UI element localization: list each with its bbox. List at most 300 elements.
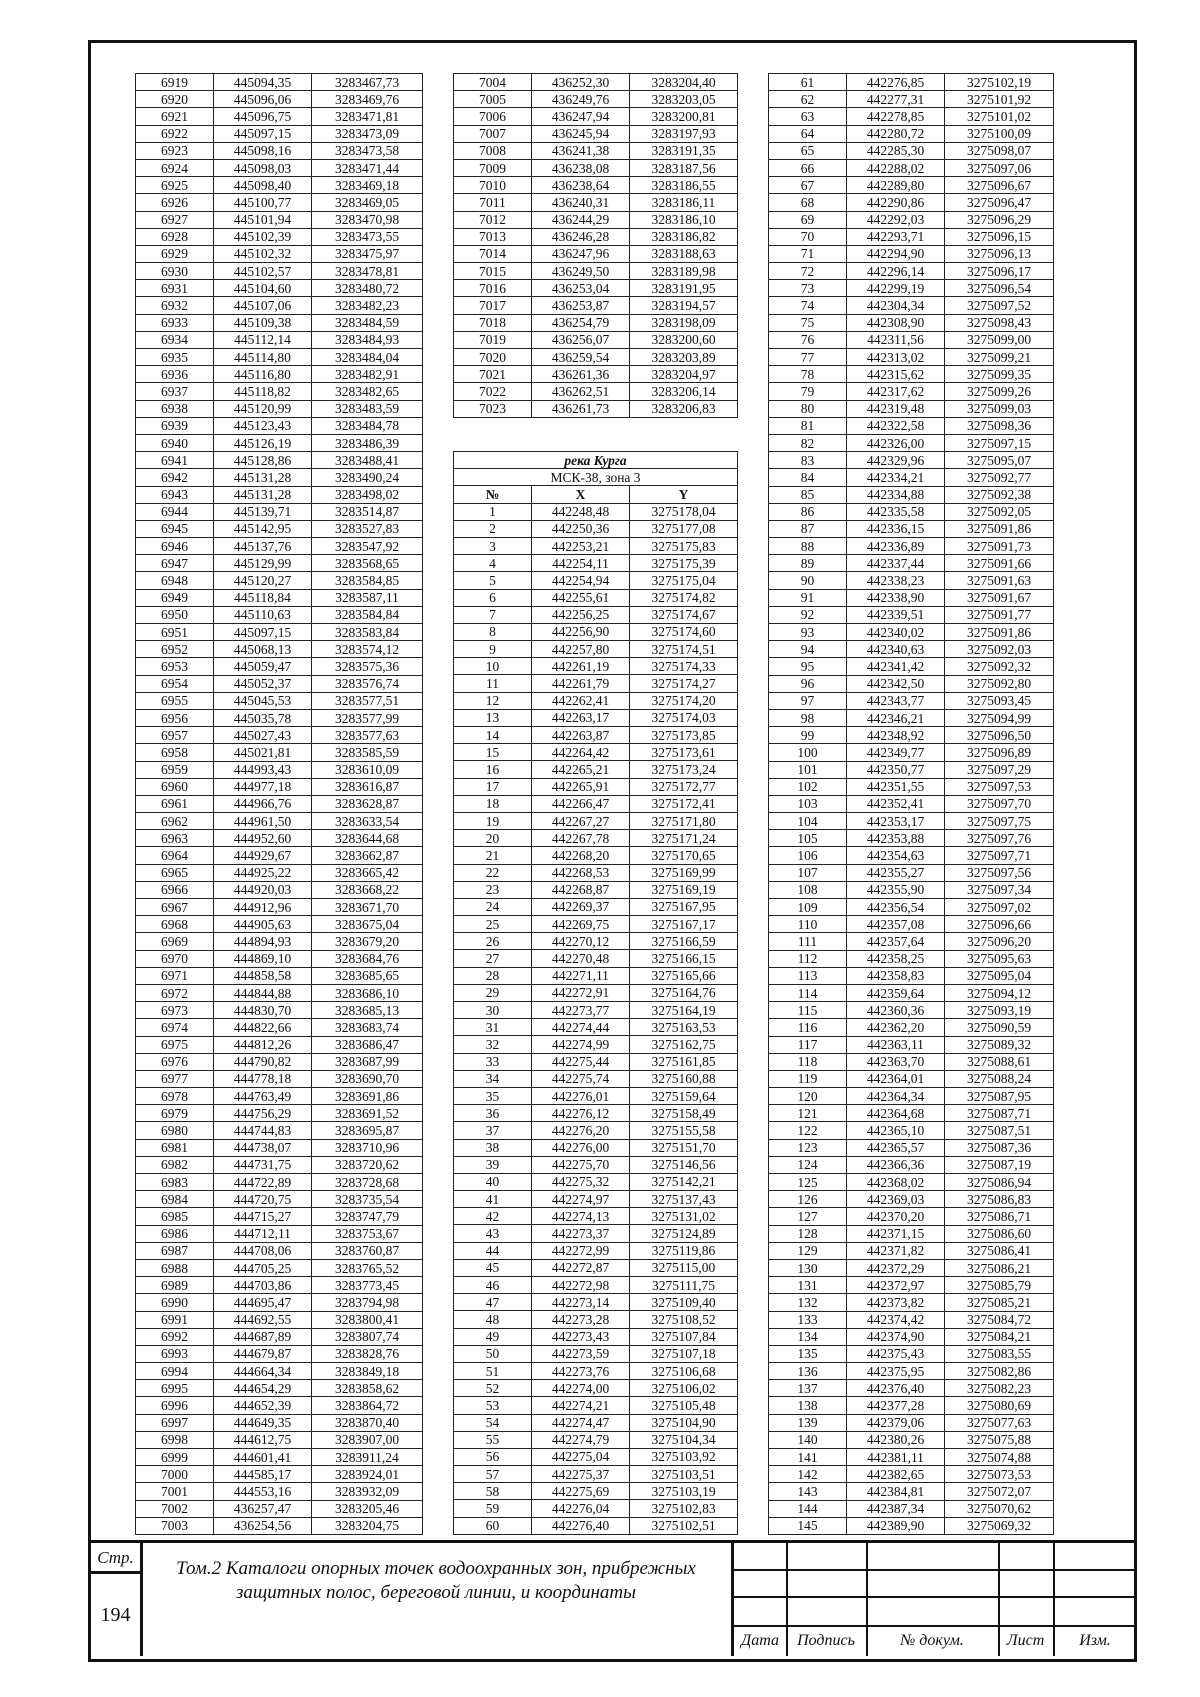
point-number: 58 [454, 1483, 532, 1500]
table-row [454, 1431, 738, 1448]
table-row [769, 1019, 1054, 1036]
table-row [769, 984, 1054, 1001]
coord-y: 3275092,80 [945, 675, 1054, 692]
header-y: Y [630, 486, 738, 503]
table-row [454, 950, 738, 967]
table-row [136, 349, 423, 366]
point-number: 7018 [454, 314, 532, 331]
point-number: 33 [454, 1053, 532, 1070]
coord-x: 442250,36 [532, 520, 630, 537]
coord-y: 3275173,61 [630, 744, 738, 761]
table-row [454, 967, 738, 984]
table-row [136, 1122, 423, 1139]
point-number: 72 [769, 263, 847, 280]
coord-y: 3275106,02 [630, 1380, 738, 1397]
coord-x: 442360,36 [847, 1002, 945, 1019]
point-number: 6992 [136, 1328, 214, 1345]
coord-x: 445097,15 [214, 125, 312, 142]
table-row [454, 125, 738, 142]
table-row [454, 194, 738, 211]
point-number: 71 [769, 245, 847, 262]
point-number: 6928 [136, 228, 214, 245]
table-row [136, 1105, 423, 1122]
table-row [454, 1173, 738, 1190]
table-row [769, 899, 1054, 916]
point-number: 65 [769, 142, 847, 159]
table-row [454, 1328, 738, 1345]
coord-y: 3275091,86 [945, 624, 1054, 641]
coord-y: 3275099,21 [945, 349, 1054, 366]
coord-x: 442374,42 [847, 1311, 945, 1328]
coord-x: 436252,30 [532, 74, 630, 91]
table-row [136, 1380, 423, 1397]
coord-y: 3283568,65 [312, 555, 423, 572]
point-number: 6967 [136, 899, 214, 916]
table-row [136, 469, 423, 486]
table-row [136, 1208, 423, 1225]
point-number: 80 [769, 400, 847, 417]
coord-x: 444952,60 [214, 830, 312, 847]
coord-y: 3275087,71 [945, 1105, 1054, 1122]
table-row [769, 1122, 1054, 1139]
table-row [454, 881, 738, 898]
coord-x: 442267,27 [532, 812, 630, 829]
coord-y: 3283577,99 [312, 709, 423, 726]
table-row [136, 606, 423, 623]
point-number: 7019 [454, 331, 532, 348]
coord-x: 442268,53 [532, 864, 630, 881]
coord-y: 3275097,29 [945, 761, 1054, 778]
coord-x: 444961,50 [214, 813, 312, 830]
coord-x: 442271,11 [532, 967, 630, 984]
point-number: 6958 [136, 744, 214, 761]
table-row [454, 400, 738, 417]
coord-y: 3275096,47 [945, 194, 1054, 211]
coord-y: 3283753,67 [312, 1225, 423, 1242]
point-number: 125 [769, 1174, 847, 1191]
point-number: 6929 [136, 245, 214, 262]
table-row [136, 142, 423, 159]
point-number: 73 [769, 280, 847, 297]
coord-x: 442339,51 [847, 606, 945, 623]
coord-y: 3283187,56 [630, 159, 738, 176]
table-row [136, 108, 423, 125]
coord-x: 442294,90 [847, 245, 945, 262]
point-number: 114 [769, 984, 847, 1001]
coord-x: 445137,76 [214, 538, 312, 555]
coord-x: 442382,65 [847, 1466, 945, 1483]
coord-y: 3283720,62 [312, 1156, 423, 1173]
point-number: 128 [769, 1225, 847, 1242]
coord-y: 3275174,51 [630, 641, 738, 658]
coord-x: 436257,47 [214, 1500, 312, 1517]
coord-y: 3283616,87 [312, 778, 423, 795]
point-number: 6920 [136, 91, 214, 108]
table-row [136, 899, 423, 916]
coord-x: 442364,34 [847, 1088, 945, 1105]
table-row [136, 624, 423, 641]
coord-x: 442272,87 [532, 1259, 630, 1276]
coord-x: 442285,30 [847, 142, 945, 159]
coord-x: 442353,88 [847, 830, 945, 847]
coord-x: 442292,03 [847, 211, 945, 228]
point-number: 76 [769, 331, 847, 348]
table-row [136, 159, 423, 176]
coord-x: 436259,54 [532, 349, 630, 366]
coord-x: 444763,49 [214, 1088, 312, 1105]
coord-y: 3275087,36 [945, 1139, 1054, 1156]
coord-x: 442274,97 [532, 1191, 630, 1208]
coord-x: 442289,80 [847, 177, 945, 194]
table-row [454, 761, 738, 778]
point-number: 94 [769, 641, 847, 658]
coord-x: 442272,99 [532, 1242, 630, 1259]
point-number: 67 [769, 177, 847, 194]
coord-y: 3283686,10 [312, 984, 423, 1001]
point-number: 6924 [136, 159, 214, 176]
table-row [136, 383, 423, 400]
coord-y: 3283675,04 [312, 916, 423, 933]
point-number: 116 [769, 1019, 847, 1036]
coord-x: 442275,70 [532, 1156, 630, 1173]
point-number: 30 [454, 1002, 532, 1019]
coord-y: 3283482,91 [312, 366, 423, 383]
coord-x: 445045,53 [214, 692, 312, 709]
coord-y: 3275106,68 [630, 1362, 738, 1379]
coord-x: 442326,00 [847, 434, 945, 451]
coord-y: 3275124,89 [630, 1225, 738, 1242]
coord-y: 3275082,23 [945, 1380, 1054, 1397]
coord-x: 442357,08 [847, 916, 945, 933]
coord-y: 3283828,76 [312, 1345, 423, 1362]
coord-x: 444830,70 [214, 1002, 312, 1019]
table-row [136, 228, 423, 245]
point-number: 6998 [136, 1431, 214, 1448]
table-row [136, 1053, 423, 1070]
point-number: 6960 [136, 778, 214, 795]
point-number: 45 [454, 1259, 532, 1276]
table-row [769, 400, 1054, 417]
coord-y: 3283610,09 [312, 761, 423, 778]
kurga-river-table [453, 451, 738, 1535]
coord-x: 442334,88 [847, 486, 945, 503]
coord-y: 3283189,98 [630, 263, 738, 280]
point-number: 6995 [136, 1380, 214, 1397]
table-row [454, 503, 738, 520]
table-row [136, 331, 423, 348]
coord-x: 442262,41 [532, 692, 630, 709]
point-number: 6961 [136, 795, 214, 812]
point-number: 122 [769, 1122, 847, 1139]
point-number: 6949 [136, 589, 214, 606]
coord-x: 445131,28 [214, 486, 312, 503]
table-row [454, 1122, 738, 1139]
point-number: 130 [769, 1259, 847, 1276]
table-row [769, 331, 1054, 348]
point-number: 135 [769, 1345, 847, 1362]
coord-x: 442350,77 [847, 761, 945, 778]
point-number: 5 [454, 572, 532, 589]
point-number: 6983 [136, 1174, 214, 1191]
table-row [136, 263, 423, 280]
coord-x: 444687,89 [214, 1328, 312, 1345]
point-number: 136 [769, 1363, 847, 1380]
point-number: 38 [454, 1139, 532, 1156]
table-row [769, 692, 1054, 709]
table-row [769, 1466, 1054, 1483]
coord-y: 3275087,95 [945, 1088, 1054, 1105]
table-row [454, 623, 738, 640]
point-number: 74 [769, 297, 847, 314]
table-row [454, 1156, 738, 1173]
coord-x: 442348,92 [847, 727, 945, 744]
coord-x: 442272,98 [532, 1277, 630, 1294]
coord-x: 445120,99 [214, 400, 312, 417]
point-number: 106 [769, 847, 847, 864]
table-row [454, 1414, 738, 1431]
coord-x: 436253,87 [532, 297, 630, 314]
table-row [769, 1259, 1054, 1276]
coord-x: 442275,32 [532, 1173, 630, 1190]
point-number: 87 [769, 520, 847, 537]
point-number: 84 [769, 469, 847, 486]
table-row [454, 314, 738, 331]
table-row [136, 1070, 423, 1087]
point-number: 140 [769, 1431, 847, 1448]
coord-x: 442299,19 [847, 280, 945, 297]
table-row [136, 1483, 423, 1500]
table-row [136, 74, 423, 91]
point-number: 134 [769, 1328, 847, 1345]
point-number: 100 [769, 744, 847, 761]
coord-x: 444812,26 [214, 1036, 312, 1053]
table-row [769, 1397, 1054, 1414]
coord-x: 442342,50 [847, 675, 945, 692]
table-row [454, 709, 738, 726]
table-row [136, 709, 423, 726]
table-row [769, 125, 1054, 142]
coord-y: 3283583,84 [312, 624, 423, 641]
coord-x: 445142,95 [214, 520, 312, 537]
coord-y: 3283584,85 [312, 572, 423, 589]
point-number: 11 [454, 675, 532, 692]
coord-y: 3283514,87 [312, 503, 423, 520]
point-number: 39 [454, 1156, 532, 1173]
coord-y: 3275100,09 [945, 125, 1054, 142]
coord-x: 442272,91 [532, 984, 630, 1001]
coord-x: 442355,27 [847, 864, 945, 881]
table-row [769, 1363, 1054, 1380]
table-row [769, 280, 1054, 297]
coord-y: 3283747,79 [312, 1208, 423, 1225]
coord-x: 442270,48 [532, 950, 630, 967]
coord-y: 3275085,79 [945, 1277, 1054, 1294]
point-number: 10 [454, 658, 532, 675]
table-row [136, 658, 423, 675]
point-number: 121 [769, 1105, 847, 1122]
table-row [769, 813, 1054, 830]
point-number: 68 [769, 194, 847, 211]
point-number: 6959 [136, 761, 214, 778]
coord-y: 3275174,60 [630, 623, 738, 640]
point-number: 123 [769, 1139, 847, 1156]
point-number: 6 [454, 589, 532, 606]
table-row [136, 314, 423, 331]
table-row [769, 1225, 1054, 1242]
point-number: 6936 [136, 366, 214, 383]
point-number: 104 [769, 813, 847, 830]
point-number: 60 [454, 1517, 532, 1534]
coord-y: 3275093,19 [945, 1002, 1054, 1019]
coord-x: 442384,81 [847, 1483, 945, 1500]
coord-y: 3275086,60 [945, 1225, 1054, 1242]
coord-y: 3283188,63 [630, 245, 738, 262]
coord-y: 3275097,71 [945, 847, 1054, 864]
coord-y: 3275077,63 [945, 1414, 1054, 1431]
coord-x: 445114,80 [214, 349, 312, 366]
coord-x: 442267,78 [532, 830, 630, 847]
coord-y: 3283486,39 [312, 434, 423, 451]
coord-x: 442275,37 [532, 1466, 630, 1483]
table-row [136, 847, 423, 864]
point-number: 6951 [136, 624, 214, 641]
coord-x: 442261,79 [532, 675, 630, 692]
table-row [136, 520, 423, 537]
table-row [454, 297, 738, 314]
coord-y: 3275091,77 [945, 606, 1054, 623]
point-number: 141 [769, 1449, 847, 1466]
coord-y: 3283671,70 [312, 899, 423, 916]
table-row [769, 366, 1054, 383]
point-number: 6965 [136, 864, 214, 881]
coord-y: 3275096,20 [945, 933, 1054, 950]
point-number: 124 [769, 1156, 847, 1173]
coord-x: 444654,29 [214, 1380, 312, 1397]
coord-x: 442268,20 [532, 847, 630, 864]
coord-y: 3275160,88 [630, 1070, 738, 1087]
coord-x: 442273,28 [532, 1311, 630, 1328]
coord-x: 436240,31 [532, 194, 630, 211]
coord-x: 444703,86 [214, 1277, 312, 1294]
coord-y: 3283686,47 [312, 1036, 423, 1053]
coord-x: 442263,87 [532, 727, 630, 744]
coord-x: 442315,62 [847, 366, 945, 383]
point-number: 29 [454, 984, 532, 1001]
table-row [769, 1414, 1054, 1431]
table-row [454, 537, 738, 554]
table-row [769, 1311, 1054, 1328]
table-row [769, 349, 1054, 366]
table-row [454, 589, 738, 606]
point-number: 6970 [136, 950, 214, 967]
coord-y: 3275092,38 [945, 486, 1054, 503]
coord-y: 3275086,83 [945, 1191, 1054, 1208]
coord-x: 442275,69 [532, 1483, 630, 1500]
table-row [454, 572, 738, 589]
point-number: 117 [769, 1036, 847, 1053]
coord-x: 442276,00 [532, 1139, 630, 1156]
coord-y: 3275097,75 [945, 813, 1054, 830]
coord-x: 442276,12 [532, 1105, 630, 1122]
table-row [769, 572, 1054, 589]
table-row [769, 108, 1054, 125]
coord-x: 444695,47 [214, 1294, 312, 1311]
table-row [454, 520, 738, 537]
coord-x: 444722,89 [214, 1174, 312, 1191]
point-number: 95 [769, 658, 847, 675]
coord-y: 3275095,63 [945, 950, 1054, 967]
coord-y: 3275099,00 [945, 331, 1054, 348]
coord-x: 442375,95 [847, 1363, 945, 1380]
coord-x: 445101,94 [214, 211, 312, 228]
coord-y: 3283587,11 [312, 589, 423, 606]
catalog-content [91, 43, 1134, 1623]
coord-x: 442364,68 [847, 1105, 945, 1122]
coord-x: 445096,75 [214, 108, 312, 125]
coord-y: 3275151,70 [630, 1139, 738, 1156]
point-number: 1 [454, 503, 532, 520]
table-row [136, 555, 423, 572]
point-number: 6977 [136, 1070, 214, 1087]
coord-y: 3275172,41 [630, 795, 738, 812]
table-row [454, 1259, 738, 1276]
coord-y: 3283773,45 [312, 1277, 423, 1294]
point-number: 4 [454, 555, 532, 572]
coord-y: 3283471,44 [312, 159, 423, 176]
coord-y: 3283205,46 [312, 1500, 423, 1517]
point-number: 102 [769, 778, 847, 795]
point-number: 6930 [136, 263, 214, 280]
coord-x: 444612,75 [214, 1431, 312, 1448]
point-number: 64 [769, 125, 847, 142]
table-row [769, 1070, 1054, 1087]
coord-y: 3283849,18 [312, 1363, 423, 1380]
table-row [136, 538, 423, 555]
point-number: 6955 [136, 692, 214, 709]
coordinates-table-1 [135, 73, 423, 1535]
table-row [136, 434, 423, 451]
coord-x: 442387,34 [847, 1500, 945, 1517]
coord-y: 3283584,84 [312, 606, 423, 623]
point-number: 97 [769, 692, 847, 709]
table-row [136, 400, 423, 417]
point-number: 89 [769, 555, 847, 572]
point-number: 6931 [136, 280, 214, 297]
point-number: 6942 [136, 469, 214, 486]
coord-x: 442365,10 [847, 1122, 945, 1139]
coord-x: 444920,03 [214, 881, 312, 898]
coord-y: 3283467,73 [312, 74, 423, 91]
coord-x: 442273,43 [532, 1328, 630, 1345]
table-row [454, 812, 738, 829]
coord-y: 3275115,00 [630, 1259, 738, 1276]
table-row [769, 228, 1054, 245]
table-row [454, 1362, 738, 1379]
coord-y: 3283691,52 [312, 1105, 423, 1122]
table-row [454, 692, 738, 709]
coord-x: 436246,28 [532, 228, 630, 245]
coord-x: 442353,17 [847, 813, 945, 830]
table-row [769, 1500, 1054, 1517]
point-number: 77 [769, 349, 847, 366]
coord-x: 436261,36 [532, 366, 630, 383]
coord-x: 444844,88 [214, 984, 312, 1001]
point-number: 6926 [136, 194, 214, 211]
point-number: 101 [769, 761, 847, 778]
point-number: 6996 [136, 1397, 214, 1414]
point-number: 7017 [454, 297, 532, 314]
coord-x: 444929,67 [214, 847, 312, 864]
